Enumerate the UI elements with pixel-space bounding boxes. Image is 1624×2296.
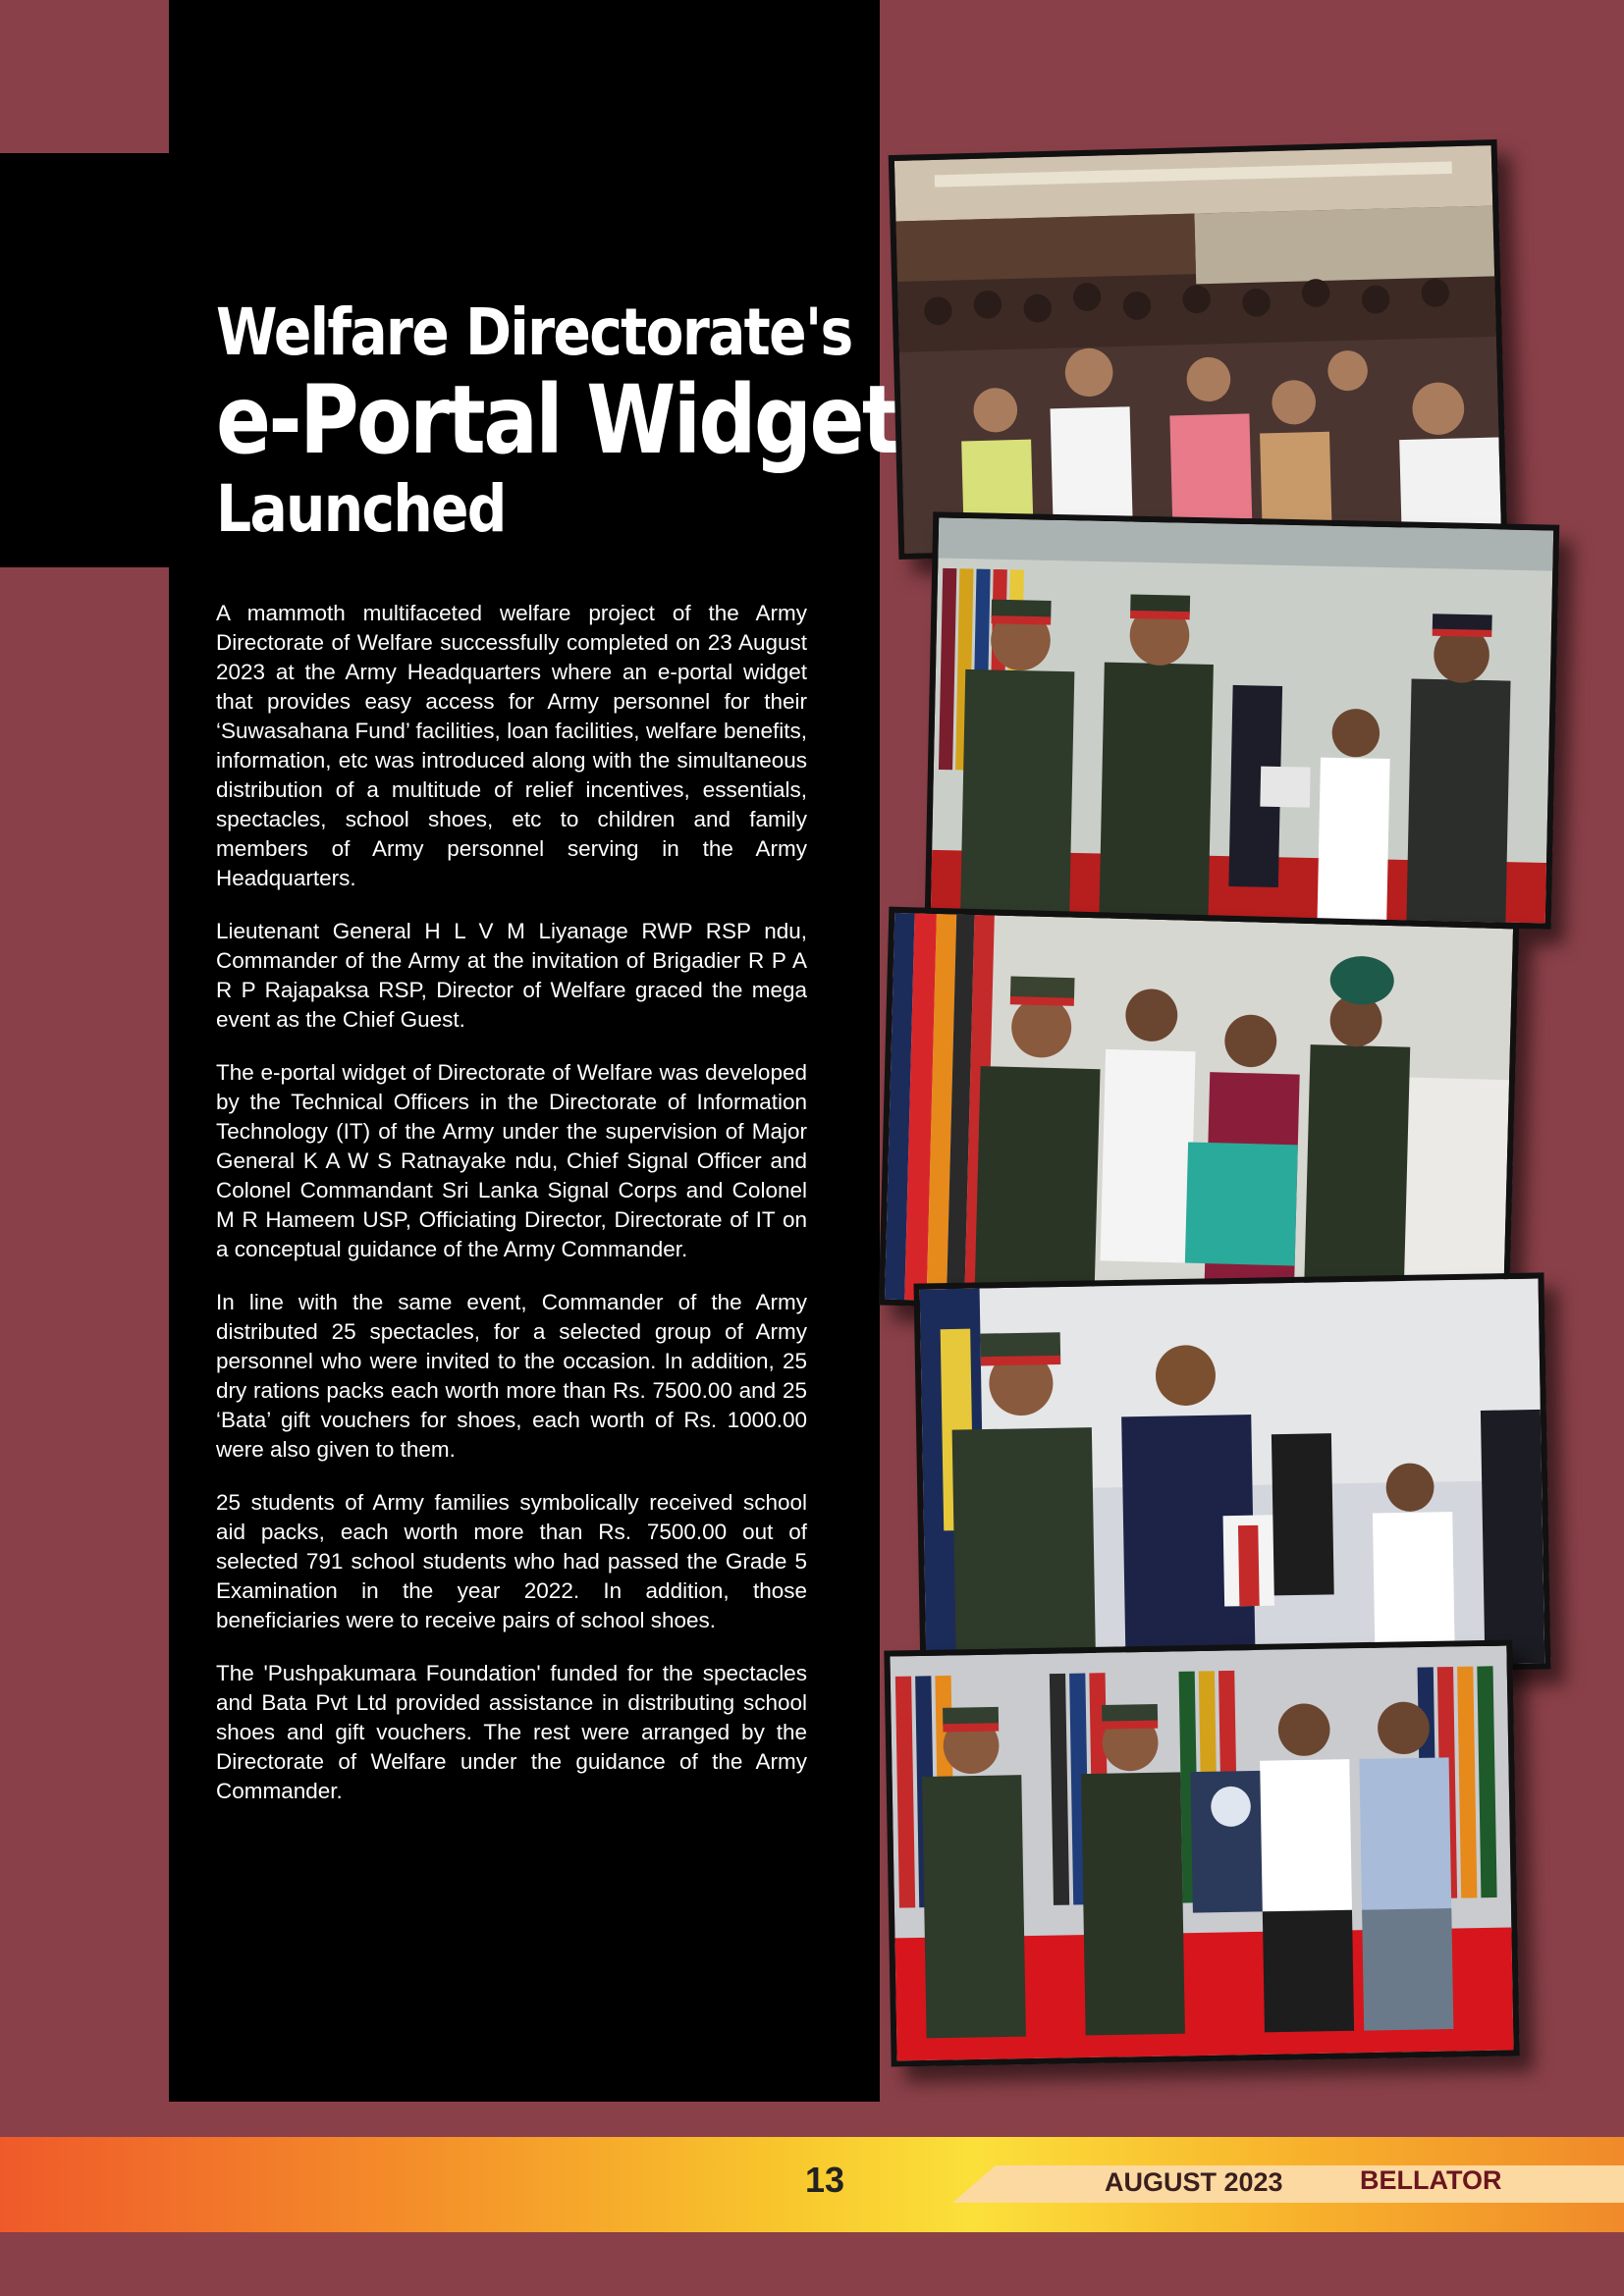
article-title (216, 294, 898, 550)
paragraph-1: A mammoth multifaceted welfare project of the Army Directorate of Welfare successfully completed on 23 August 2023 at the Army Headquarters where an e-portal widget that provides easy access for Army personnel for their ‘Suwasahana Fund’ facilities, loan facilities, welfare benefits, information, etc was introduced along with the simultaneous distribution of a multitude of relief incentives, essentials, spectacles, school shoes, etc to children and family members of Army personnel serving in the Army Headquarters. (216, 601, 807, 890)
title-line-2: e-Portal Widget (216, 365, 898, 475)
title-line-1: Welfare Directorate's (216, 294, 852, 370)
title-line-3: Launched (216, 471, 506, 547)
photo-plaque-presentation (884, 1639, 1519, 2066)
title-band (0, 153, 169, 567)
photo-audience (889, 139, 1508, 560)
paragraph-5: 25 students of Army families symbolically received school aid packs, each worth more than Rs. 7500.00 out of selected 791 school students who had passed the Grade 5 Examination in the year 2022. In addition, those beneficiaries were to receive pairs of school shoes. (216, 1490, 807, 1632)
paragraph-6: The 'Pushpakumara Foundation' funded for the spectacles and Bata Pvt Ltd provided assistance in distributing school shoes and gift vouchers. The rest were arranged by the Directorate of Welfare under the guidance of the Army Commander. (216, 1661, 807, 1803)
photo-bag-handover (879, 907, 1519, 1322)
magazine-name: BELLATOR (1360, 2165, 1502, 2195)
footer-strip (952, 2165, 1624, 2203)
paragraph-3: The e-portal widget of Directorate of Welfare was developed by the Technical Officers in the Directorate of Information Technology (IT) of the Army under the supervision of Major General K A W S Ratnayake ndu, Chief Signal Officer and Colonel Commandant Sri Lanka Signal Corps and Colonel M R Hameem USP, Officiating Director, Directorate of IT on a conceptual guidance of the Army Commander. (216, 1060, 807, 1261)
paragraph-2: Lieutenant General H L V M Liyanage RWP RSP ndu, Commander of the Army at the invitation of Brigadier R P A R P Rajapaksa RSP, Director of Welfare graced the mega event as the Chief Guest. (216, 919, 807, 1032)
photo-presentation-child (925, 511, 1559, 929)
article-body (216, 599, 807, 1830)
photo-gift-child (914, 1272, 1551, 1680)
page-number: 13 (804, 2160, 845, 2200)
paragraph-4: In line with the same event, Commander of the Army distributed 25 spectacles, for a selected group of Army personnel who were invited to the occasion. In addition, 25 dry rations packs each worth more than Rs. 7500.00 and 25 ‘Bata’ gift vouchers for shoes, each worth of Rs. 1000.00 were also given to them. (216, 1290, 807, 1462)
issue-date: AUGUST 2023 (1105, 2167, 1283, 2197)
